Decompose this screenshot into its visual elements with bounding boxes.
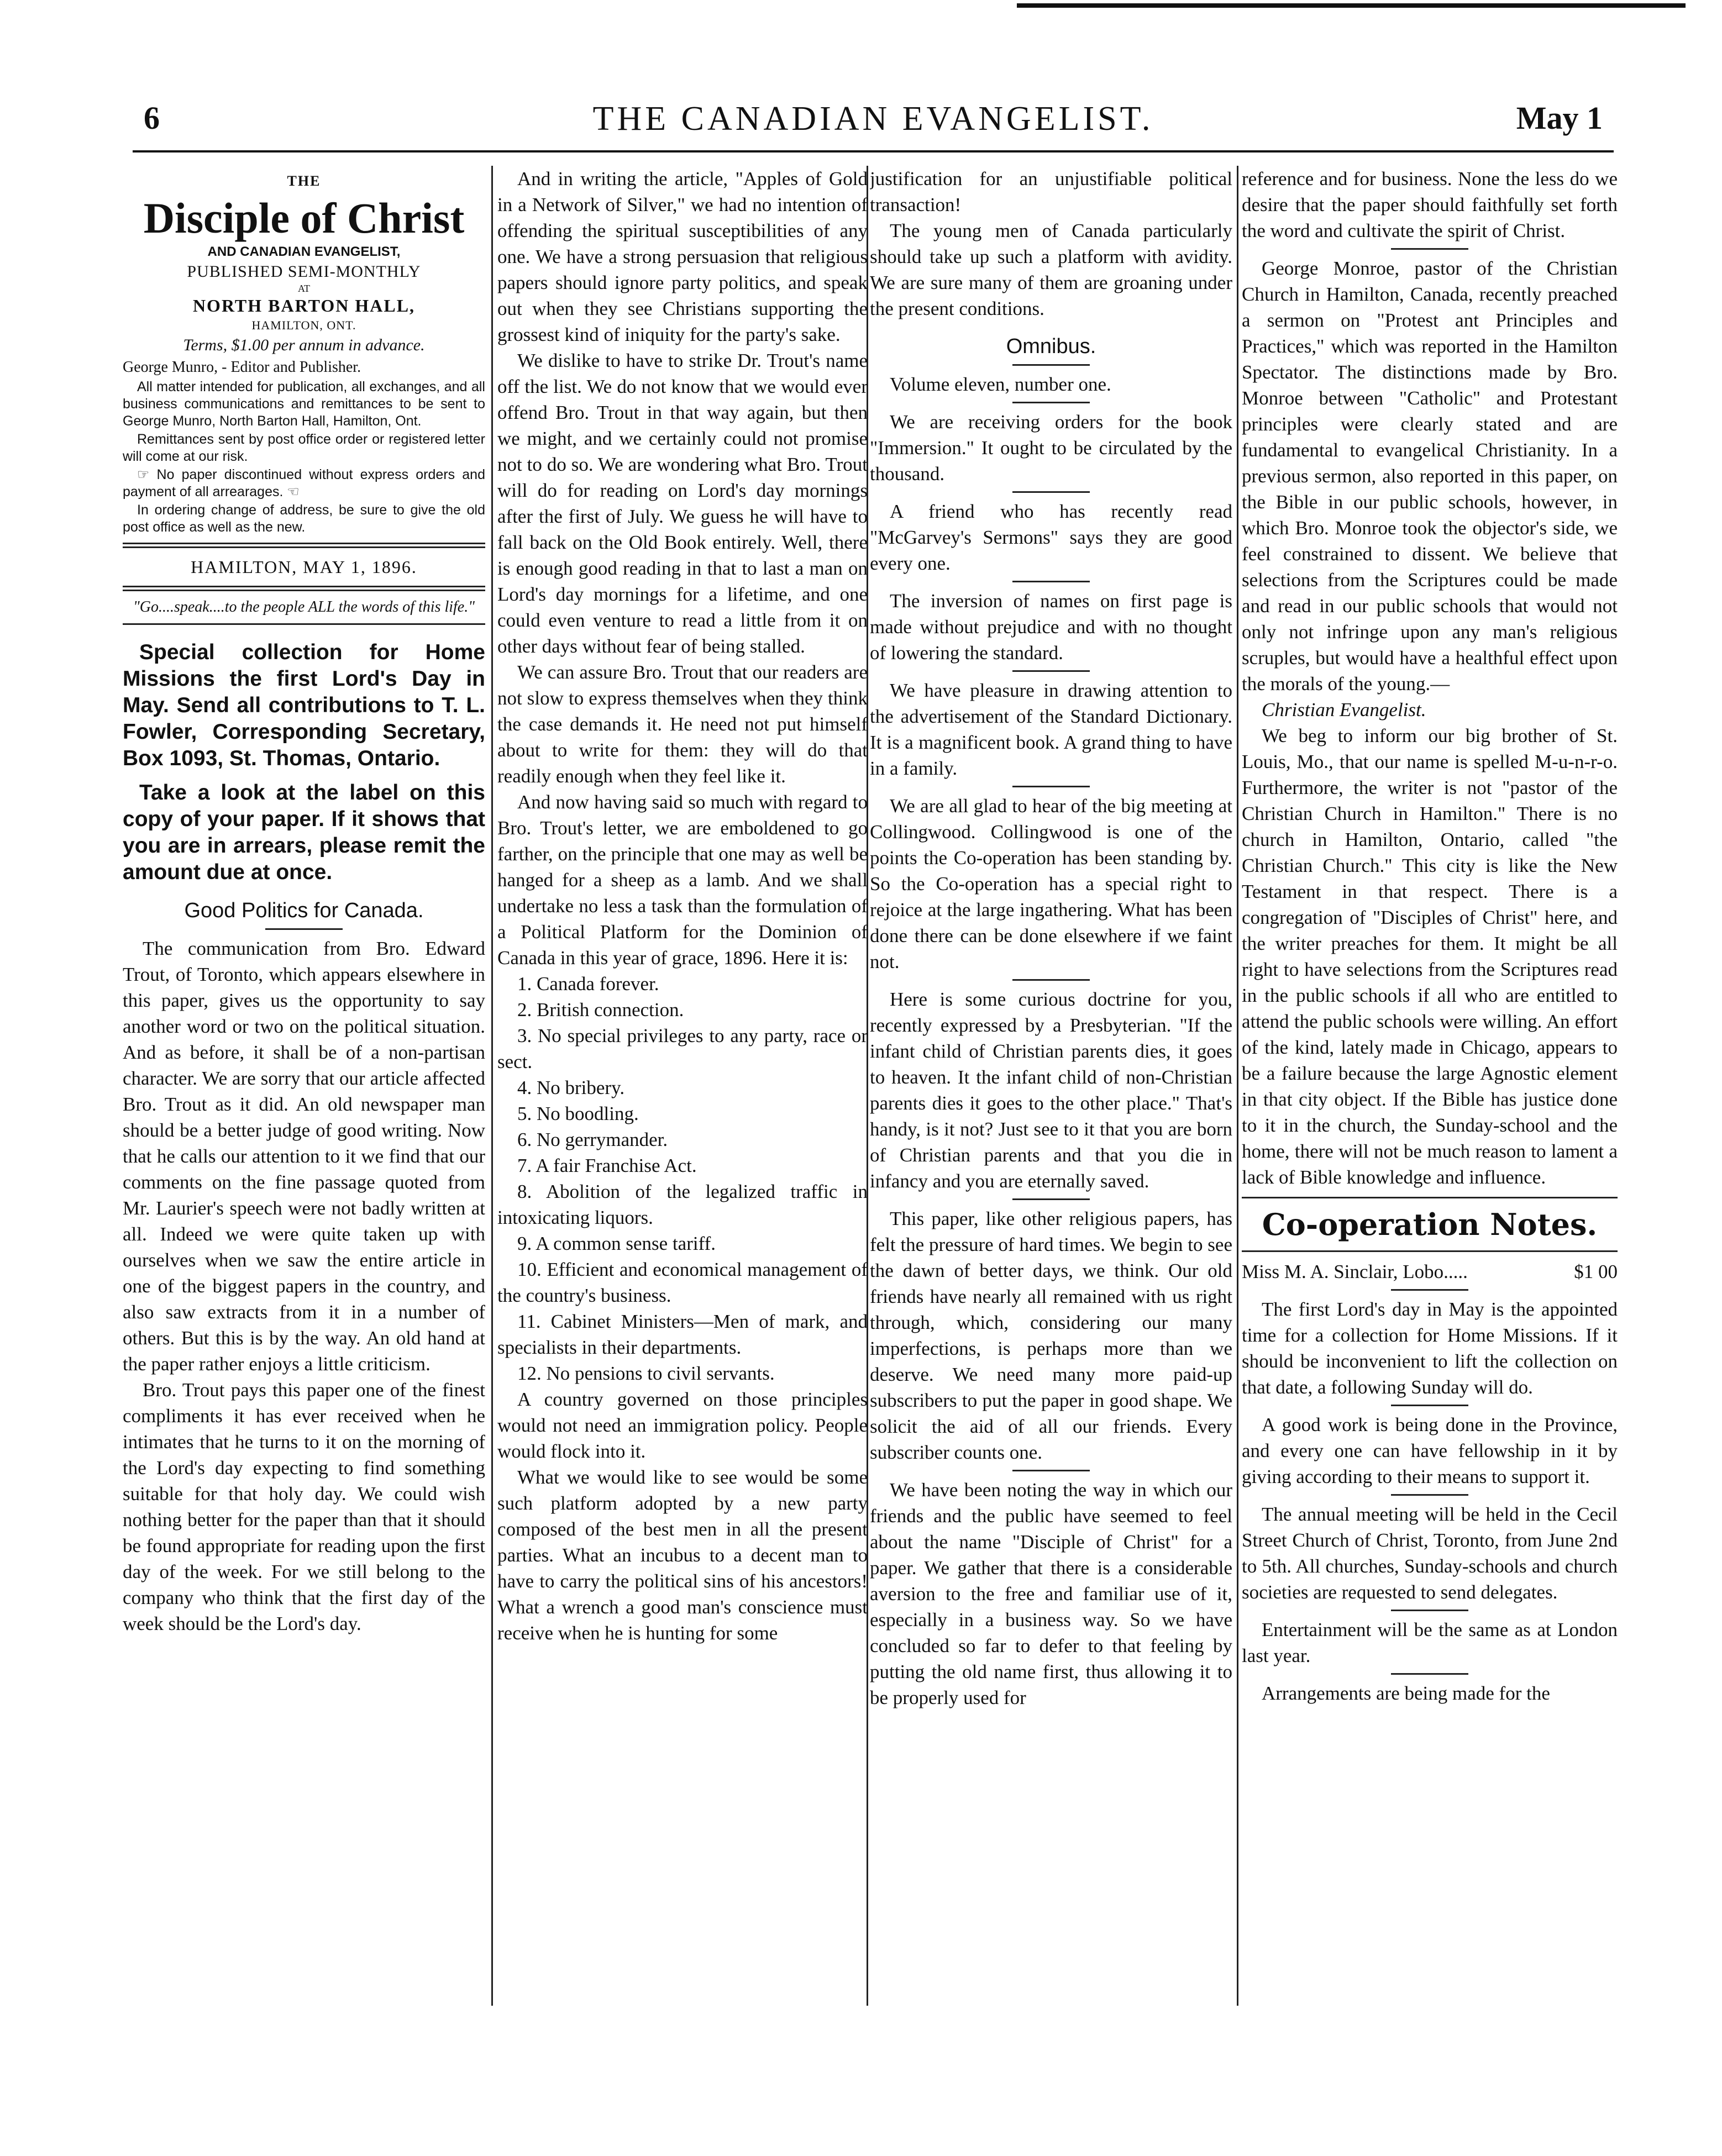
platform-item: 8. Abolition of the legalized traffic in intoxicating liquors.: [497, 1181, 868, 1228]
dateline: HAMILTON, MAY 1, 1896.: [191, 557, 417, 577]
newspaper-title: THE CANADIAN EVANGELIST.: [592, 100, 1154, 138]
omnibus-heading: Omnibus.: [1006, 335, 1096, 358]
notice-text: Remittances sent by post office order or registered letter will come at our risk.: [123, 432, 485, 464]
donation-amount: $1 00: [1574, 1261, 1618, 1282]
short-rule: [265, 928, 343, 930]
paragraph: justification for an unjustifiable political transaction!: [870, 168, 1232, 215]
cooperation-item: The first Lord's day in May is the appointed time for a collection for Home Missions. If it should be inconvenient to lift the collection on that date, a following Sunday will do.: [1242, 1298, 1618, 1398]
platform-item: 5. No boodling.: [517, 1103, 639, 1124]
paragraph: The young men of Canada particularly should take up such a platform with avidity. We are sure many of them are groaning under the present conditions.: [870, 220, 1232, 319]
cooperation-item: A good work is being done in the Province, and every one can have fellowship in it by giving according to their means to support it.: [1242, 1414, 1618, 1487]
paragraph: We beg to inform our big brother of St. Louis, Mo., that our name is spelled M-u-n-r-o. Furthermore, the writer is not "pastor of the Christian Church in Hamilton." There is no church in Hamilton, Ontario, called "the Christian Church." This city is like the New Testament in that respect. There is a congregation of "Disciples of Christ" here, and the writer preaches for them. It might be all right to have selections from the Scriptures read in the public schools if all who are entitled to attend the public schools were willing. An effort of the kind, lately made in Chicago, appears to be a failure because the large Agnostic element in that city object. If the Bible has justice done to it in the church, the Sunday-school and the home, there will not be much reason to lament a lack of Bible knowledge and influence.: [1242, 725, 1618, 1188]
notice-text: Take a look at the label on this copy of your paper. If it shows that you are in arrears, please remit the amount due at once.: [123, 781, 485, 884]
paragraph: We dislike to have to strike Dr. Trout's name off the list. We do not know that we would ever offend Bro. Trout in that way again, but then we might, and we certainly could not promise not to do so. We are wondering what Bro. Trout will do for reading on Lord's day mornings after the first of July. We guess he will have to fall back on the Old Book entirely. Well, there is enough good reading in that to last a man on Lord's day mornings for a lifetime, and one could even venture to read a little from it on other days without fear of being stalled.: [497, 350, 868, 657]
donation-line: [1242, 1259, 1618, 1285]
column-divider: [1237, 166, 1238, 2006]
paragraph: George Monroe, pastor of the Christian Church in Hamilton, Canada, recently preached a sermon on "Protest ant Principles and Practices," which was reported in the Hamilton Spectator. The distinctions made by Bro. Monroe between "Catholic" and Protestant principles were clearly stated and are fundamental to evangelical Christianity. In a previous sermon, also reported in this paper, on the Bible in our public schools, however, in which Bro. Monroe took the objector's side, we feel constrained to dissent. We believe that selections from the Scriptures could be made and read in our public schools that would not only not infringe upon any man's religious scruples, but would have a healthful effect upon the morals of the young.—: [1242, 257, 1618, 695]
paragraph: The communication from Bro. Edward Trout, of Toronto, which appears elsewhere in this paper, gives us the opportunity to say another word or two on the political situation. And as before, it shall be of a non-partisan character. We are sorry that our article affected Bro. Trout as it did. An old newspaper man should be a better judge of good writing. Now that he calls our attention to it we find that our comments on the fine passage quoted from Mr. Laurier's speech were not badly written at all. Indeed we were quite taken up with ourselves when we saw the entire article in one of the biggest papers in the country, and also saw extracts from it in a number of others. But this is by the way. An old hand at the paper rather enjoys a little criticism.: [123, 938, 485, 1375]
masthead-hall: NORTH BARTON HALL,: [192, 296, 416, 315]
home-missions-notice: [123, 639, 485, 772]
omnibus-item: Here is some curious doctrine for you, recently expressed by a Presbyterian. "If the infant child of Christian parents dies, it goes to heaven. It the infant child of non-Christian parents dies it goes to the other place." That's handy, is it not? Just see to it that you are born of Christian parents and that you die in infancy and you are eternally saved.: [870, 988, 1232, 1192]
masthead-terms: Terms, $1.00 per annum in advance.: [183, 336, 425, 354]
omnibus-item: Volume eleven, number one.: [890, 374, 1111, 395]
page-header: [133, 99, 1614, 149]
platform-item: 4. No bribery.: [517, 1077, 625, 1098]
omnibus-item: This paper, like other religious papers, has felt the pressure of hard times. We begin to see the dawn of better days, we think. Our old friends have nearly all remained with us right through, which, considering our many imperfections, is perhaps more than we deserve. We need many more paid-up subscribers to put the paper in good shape. We solicit the aid of all our friends. Every subscriber counts one.: [870, 1208, 1232, 1463]
paragraph: A country governed on those principles would not need an immigration policy. People would flock into it.: [497, 1389, 868, 1462]
cooperation-item: The annual meeting will be held in the Cecil Street Church of Christ, Toronto, from June 2nd to 5th. All churches, Sunday-schools and church societies are requested to send delegates.: [1242, 1503, 1618, 1603]
source-credit: Christian Evangelist.: [1262, 699, 1426, 721]
short-rule: [1012, 364, 1090, 366]
column-divider: [491, 166, 493, 2006]
masthead-editor: George Munro, - Editor and Publisher.: [123, 359, 361, 376]
rule: [1242, 1250, 1618, 1252]
rule: [123, 623, 485, 625]
header-rule: [133, 150, 1614, 153]
omnibus-item: A friend who has recently read "McGarvey's Sermons" says they are good every one.: [870, 501, 1232, 574]
paragraph: And in writing the article, "Apples of Gold in a Network of Silver," we had no intention of offending the spiritual susceptibilities of any one. We have a strong persuasion that religious papers should ignore party politics, and speak out when they see Christians supporting the grossest kind of iniquity for the party's sake.: [497, 168, 868, 345]
omnibus-item: We are all glad to hear of the big meeting at Collingwood. Collingwood is one of the points the Co-operation has been standing by. So the Co-operation has a special right to rejoice at the large ingathering. What has been done there can be done elsewhere if we faint not.: [870, 795, 1232, 972]
omnibus-item: We have pleasure in drawing attention to the advertisement of the Standard Dictionary. It is a magnificent book. A grand thing to have in a family.: [870, 680, 1232, 779]
cooperation-item: Entertainment will be the same as at London last year.: [1242, 1619, 1618, 1666]
masthead-at: AT: [298, 283, 310, 294]
omnibus-item: We are receiving orders for the book "Immersion." It ought to be circulated by the thousand.: [870, 411, 1232, 485]
platform-item: 10. Efficient and economical management of the country's business.: [497, 1259, 868, 1306]
column-1: [123, 166, 485, 2006]
notice-text: Special collection for Home Missions the first Lord's Day in May. Send all contributions to T. L. Fowler, Corresponding Secretary, Box 1093, St. Thomas, Ontario.: [123, 640, 485, 770]
article-heading: Good Politics for Canada.: [184, 899, 424, 922]
arrears-notice: [123, 780, 485, 886]
cooperation-heading: Co-operation Notes.: [1262, 1207, 1598, 1242]
motto: "Go....speak....to the people ALL the words of this life.": [133, 598, 475, 616]
page-number: 6: [144, 100, 160, 136]
cooperation-item: Arrangements are being made for the: [1262, 1682, 1550, 1704]
paragraph: Bro. Trout pays this paper one of the finest compliments it has ever received when he intimates that he turns to it on the morning of the Lord's day expecting to find something suitable for that holy day. We could wish nothing better for the paper than that it should be found appropriate for reading upon the first day of the week. For we still belong to the company who think that the first day of the week should be the Lord's day.: [123, 1379, 485, 1634]
paragraph: reference and for business. None the less do we desire that the paper should faithfully set forth the word and cultivate the spirit of Christ.: [1242, 168, 1618, 241]
omnibus-item: We have been noting the way in which our friends and the public have seemed to feel about the name "Disciple of Christ" for a paper. We gather that there is a considerable aversion to the free and familiar use of it, especially in a business way. So we have concluded so far to defer to that feeling by putting the old name first, thus allowing it to be properly used for: [870, 1479, 1232, 1708]
masthead-title: Disciple of Christ: [143, 194, 465, 242]
double-rule: [123, 543, 485, 548]
platform-item: 3. No special privileges to any party, race or sect.: [497, 1025, 868, 1072]
donor-name: Miss M. A. Sinclair, Lobo.....: [1242, 1261, 1468, 1282]
masthead-subtitle: AND CANADIAN EVANGELIST,: [207, 244, 401, 259]
platform-item: 2. British connection.: [517, 999, 684, 1021]
notice-text: In ordering change of address, be sure to give the old post office as well as the new.: [123, 502, 485, 535]
double-rule: [123, 586, 485, 591]
paragraph: We can assure Bro. Trout that our readers are not slow to express themselves when they think the case demands it. He need not put himself about to write for them: they will do that readily enough when they feel like it.: [497, 661, 868, 787]
platform-list: [497, 971, 868, 1386]
masthead-published: PUBLISHED SEMI-MONTHLY: [187, 262, 421, 281]
masthead-notices: [123, 378, 485, 536]
platform-item: 12. No pensions to civil servants.: [517, 1363, 775, 1384]
top-edge-rule: [1017, 3, 1686, 8]
column-4: [1242, 166, 1618, 2006]
omnibus-item: The inversion of names on first page is made without prejudice and with no thought of lowering the standard.: [870, 590, 1232, 664]
issue-date: May 1: [1516, 100, 1603, 136]
platform-item: 11. Cabinet Ministers—Men of mark, and specialists in their departments.: [497, 1311, 868, 1358]
column-3: [870, 166, 1232, 2006]
masthead-the: THE: [287, 173, 321, 189]
platform-item: 6. No gerrymander.: [517, 1129, 668, 1150]
rule: [1242, 1197, 1618, 1198]
notice-text: All matter intended for publication, all exchanges, and all business communications and remittances to be sent to George Munro, North Barton Hall, Hamilton, Ont.: [123, 379, 485, 429]
platform-item: 7. A fair Franchise Act.: [517, 1155, 697, 1176]
paragraph: And now having said so much with regard to Bro. Trout's letter, we are emboldened to go farther, on the principle that one may as well be hanged for a sheep as a lamb. And we shall undertake no less a task than the formulation of a Political Platform for the Dominion of Canada in this year of grace, 1896. Here it is:: [497, 791, 868, 969]
notice-text: ☞ No paper discontinued without express orders and payment of all arrearages. ☜: [123, 467, 485, 499]
paragraph: What we would like to see would be some such platform adopted by a new party composed of the best men in all the present parties. What an incubus to a decent man to have to carry the political sins of his ancestors! What a wrench a good man's conscience must receive when he is hunting for some: [497, 1466, 868, 1644]
platform-item: 9. A common sense tariff.: [517, 1233, 716, 1254]
masthead-city: HAMILTON, ONT.: [251, 318, 356, 332]
platform-item: 1. Canada forever.: [517, 973, 659, 995]
column-2: [497, 166, 868, 2006]
